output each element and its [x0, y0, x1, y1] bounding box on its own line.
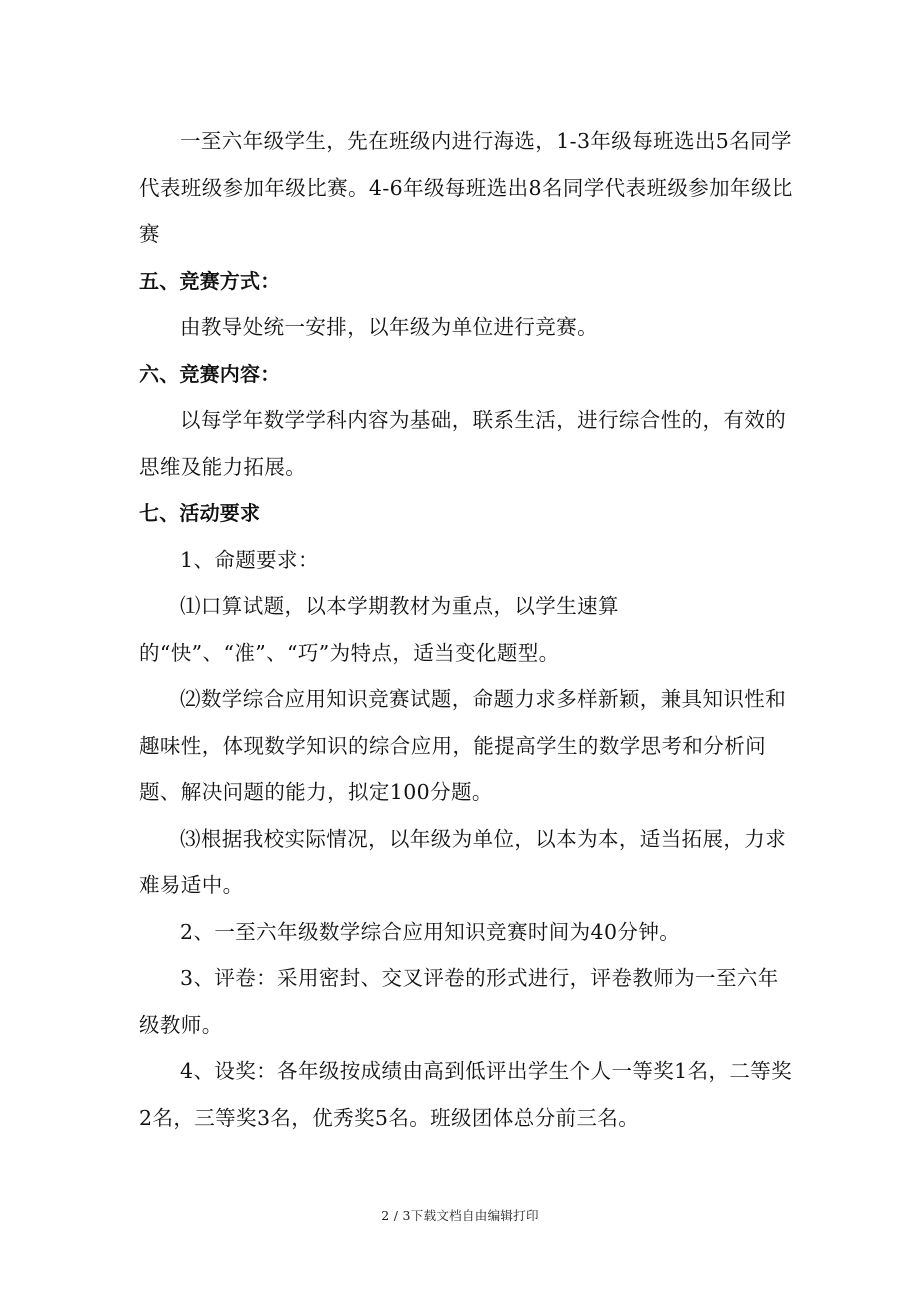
heading-competition-format: 五、竞赛方式： — [139, 268, 281, 293]
list-item-grading: 3、评卷：采用密封、交叉评卷的形式进行，评卷教师为一至六年级教师。 — [139, 966, 779, 1037]
list-item-awards: 4、设奖：各年级按成绩由高到低评出学生个人一等奖1名，二等奖2名，三等奖3名，优秀奖5名。班级团体总分前三名。 — [139, 1059, 793, 1130]
list-item-school-situation: ⑶根据我校实际情况，以年级为单位，以本为本，适当拓展，力求难易适中。 — [139, 826, 787, 897]
list-item-proposition-requirements: 1、命题要求： — [180, 547, 319, 572]
page-footer: 2 / 3下载文档自由编辑打印 — [381, 1208, 539, 1223]
list-item-competition-time: 2、一至六年级数学综合应用知识竞赛时间为40分钟。 — [180, 919, 681, 944]
paragraph-participants: 一至六年级学生，先在班级内进行海选，1-3年级每班选出5名同学代表班级参加年级比赛。4-6年级每班选出8名同学代表班级参加年级比赛 — [139, 129, 793, 246]
heading-competition-content: 六、竞赛内容： — [139, 361, 281, 386]
list-item-oral-calculation: ⑴口算试题，以本学期教材为重点，以学生速算的“快”、“准”、“巧”为特点，适当变化题型。 — [139, 594, 619, 665]
list-item-applied-knowledge: ⑵数学综合应用知识竞赛试题，命题力求多样新颖，兼具知识性和趣味性，体现数学知识的综合应用，能提高学生的数学思考和分析问题、解决问题的能力，拟定100分题。 — [139, 687, 787, 804]
document-body — [139, 118, 799, 1141]
paragraph-competition-content: 以每学年数学学科内容为基础，联系生活，进行综合性的，有效的思维及能力拓展。 — [139, 408, 787, 479]
paragraph-competition-format: 由教导处统一安排，以年级为单位进行竞赛。 — [180, 315, 598, 339]
heading-activity-requirements: 七、活动要求 — [139, 501, 261, 525]
